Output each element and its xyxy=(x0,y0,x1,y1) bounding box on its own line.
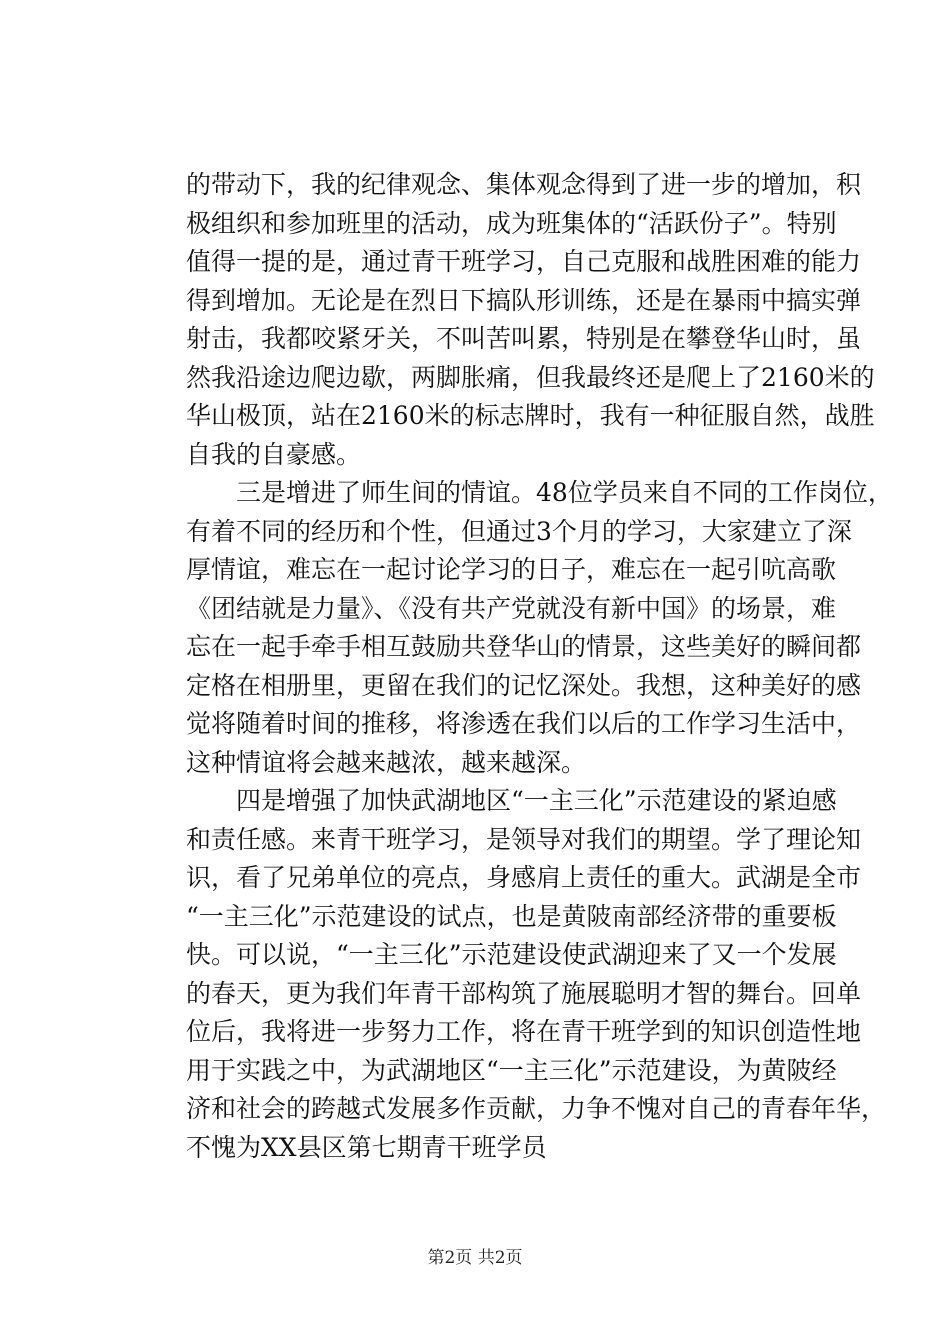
text-line: 快。可以说，“一主三化”示范建设使武湖迎来了又一个发展 xyxy=(186,940,837,969)
text-line: 位后，我将进一步努力工作，将在青干班学到的知识创造性地 xyxy=(186,1017,862,1046)
text-line: 极组织和参加班里的活动，成为班集体的“活跃份子”。特别 xyxy=(186,208,837,238)
text-line: 这种情谊将会越来越浓，越来越深。 xyxy=(186,747,587,777)
text-line: 识，看了兄弟单位的亮点，身感肩上责任的重大。武湖是全市 xyxy=(186,863,862,892)
text-line: 不愧为XX县区第七期青干班学员 xyxy=(186,1132,547,1162)
text-line: 自我的自豪感。 xyxy=(186,439,362,469)
text-line: 得到增加。无论是在烈日下搞队形训练，还是在暴雨中搞实弹 xyxy=(186,285,862,315)
text-line: 厚情谊，难忘在一起讨论学习的日子，难忘在一起引吭高歌 xyxy=(186,555,837,584)
text-line: 用于实践之中，为武湖地区“一主三化”示范建设，为黄陂经 xyxy=(186,1055,837,1085)
text-line: 的带动下，我的纪律观念、集体观念得到了进一步的增加，积 xyxy=(186,170,862,199)
text-line: 然我沿途边爬边歇，两脚胀痛，但我最终还是爬上了2160米的 xyxy=(186,362,875,392)
text-line: 华山极顶，站在2160米的标志牌时，我有一种征服自然，战胜 xyxy=(186,401,875,430)
body-text xyxy=(186,166,893,1167)
text-line: 忘在一起手牵手相互鼓励共登华山的情景，这些美好的瞬间都 xyxy=(186,632,862,661)
text-line: 有着不同的经历和个性，但通过3个月的学习，大家建立了深 xyxy=(186,516,852,546)
text-line: 射击，我都咬紧牙关，不叫苦叫累，特别是在攀登华山时，虽 xyxy=(186,324,862,353)
text-line: 的春天，更为我们年青干部构筑了施展聪明才智的舞台。回单 xyxy=(186,978,862,1008)
text-line: 《团结就是力量》、《没有共产党就没有新中国》的场景，难 xyxy=(186,593,837,623)
text-line: 觉将随着时间的推移，将渗透在我们以后的工作学习生活中， xyxy=(186,709,862,738)
page-footer: 第2页 共2页 xyxy=(427,1248,523,1268)
text-line: 济和社会的跨越式发展多作贡献，力争不愧对自己的青春年华， xyxy=(186,1094,887,1123)
text-line: 和责任感。来青干班学习，是领导对我们的期望。学了理论知 xyxy=(186,824,862,854)
paragraph-start-line: 三是增进了师生间的情谊。48位学员来自不同的工作岗位， xyxy=(236,478,893,507)
text-line: “一主三化”示范建设的试点，也是黄陂南部经济带的重要板 xyxy=(186,901,837,931)
text-line: 值得一提的是，通过青干班学习，自己克服和战胜困难的能力 xyxy=(186,247,862,276)
paragraph-start-line: 四是增强了加快武湖地区“一主三化”示范建设的紧迫感 xyxy=(236,786,837,815)
text-line: 定格在相册里，更留在我们的记忆深处。我想，这种美好的感 xyxy=(186,670,862,700)
